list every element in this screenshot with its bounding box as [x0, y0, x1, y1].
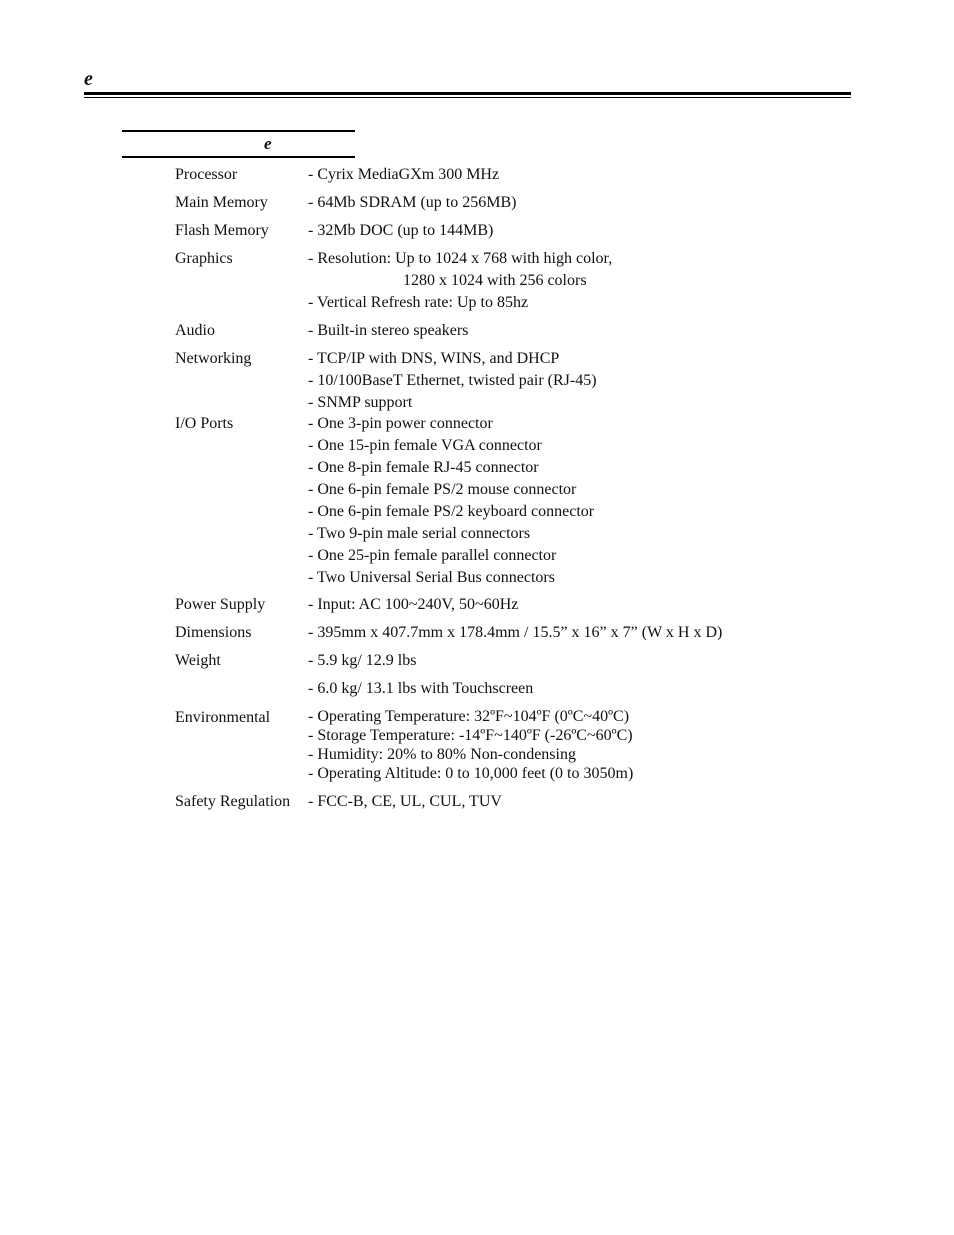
header-rule-thin — [84, 97, 851, 98]
spec-values — [308, 164, 499, 186]
spec-values — [308, 707, 633, 783]
spec-values — [308, 413, 594, 589]
header-rule-thick — [84, 92, 851, 95]
spec-label: Networking — [175, 350, 252, 367]
spec-value: - Input: AC 100~240V, 50~60Hz — [308, 596, 519, 613]
spec-label: Processor — [175, 166, 238, 183]
spec-value: - Two 9-pin male serial connectors — [308, 525, 531, 542]
spec-values — [308, 594, 518, 616]
spec-value: - SNMP support — [308, 394, 413, 411]
spec-label: Audio — [175, 322, 215, 339]
spec-value: - 32Mb DOC (up to 144MB) — [308, 222, 494, 239]
spec-values — [308, 192, 516, 214]
spec-values — [308, 348, 597, 414]
spec-value: - Storage Temperature: -14ºF~140ºF (-26ºC~60ºC) — [308, 727, 633, 744]
spec-value: - Humidity: 20% to 80% Non-condensing — [308, 746, 576, 763]
spec-value: - 64Mb SDRAM (up to 256MB) — [308, 194, 517, 211]
spec-values — [308, 650, 416, 672]
spec-value: - One 15-pin female VGA connector — [308, 437, 542, 454]
section-heading-mark: e — [264, 134, 272, 153]
spec-label: Weight — [175, 652, 221, 669]
spec-value: - FCC-B, CE, UL, CUL, TUV — [308, 793, 502, 810]
spec-value: - One 25-pin female parallel connector — [308, 547, 557, 564]
spec-value: 1280 x 1024 with 256 colors — [403, 272, 587, 289]
spec-value: - Operating Altitude: 0 to 10,000 feet (0 to 3050m) — [308, 765, 634, 782]
spec-value: - 10/100BaseT Ethernet, twisted pair (RJ-45) — [308, 372, 597, 389]
spec-label: Dimensions — [175, 624, 252, 641]
spec-label: Main Memory — [175, 194, 268, 211]
spec-value: - 6.0 kg/ 13.1 lbs with Touchscreen — [308, 680, 534, 697]
spec-values — [308, 248, 612, 314]
spec-label: Environmental — [175, 709, 271, 726]
spec-value: - 5.9 kg/ 12.9 lbs — [308, 652, 417, 669]
section-rule-bottom — [122, 156, 355, 158]
spec-value: - 395mm x 407.7mm x 178.4mm / 15.5” x 16” x 7” (W x H x D) — [308, 624, 723, 641]
spec-label: Flash Memory — [175, 222, 269, 239]
spec-values — [308, 678, 533, 700]
spec-value: - Vertical Refresh rate: Up to 85hz — [308, 294, 529, 311]
page-header-mark: e — [84, 68, 93, 90]
spec-value: - Two Universal Serial Bus connectors — [308, 569, 555, 586]
spec-value: - One 6-pin female PS/2 keyboard connector — [308, 503, 595, 520]
spec-value: - Operating Temperature: 32ºF~104ºF (0ºC~40ºC) — [308, 708, 630, 725]
spec-values — [308, 622, 722, 644]
section-rule-top — [122, 130, 355, 132]
spec-value: - Built-in stereo speakers — [308, 322, 469, 339]
spec-values — [308, 220, 493, 242]
spec-value: - One 8-pin female RJ-45 connector — [308, 459, 539, 476]
spec-value: - One 6-pin female PS/2 mouse connector — [308, 481, 577, 498]
spec-value: - Resolution: Up to 1024 x 768 with high color, — [308, 250, 613, 267]
spec-values — [308, 320, 468, 342]
spec-label: I/O Ports — [175, 415, 234, 432]
spec-label: Graphics — [175, 250, 233, 267]
spec-label: Power Supply — [175, 596, 266, 613]
spec-value: - TCP/IP with DNS, WINS, and DHCP — [308, 350, 560, 367]
spec-label: Safety Regulation — [175, 793, 291, 810]
spec-value: - Cyrix MediaGXm 300 MHz — [308, 166, 500, 183]
spec-value: - One 3-pin power connector — [308, 415, 493, 432]
spec-values — [308, 791, 502, 813]
